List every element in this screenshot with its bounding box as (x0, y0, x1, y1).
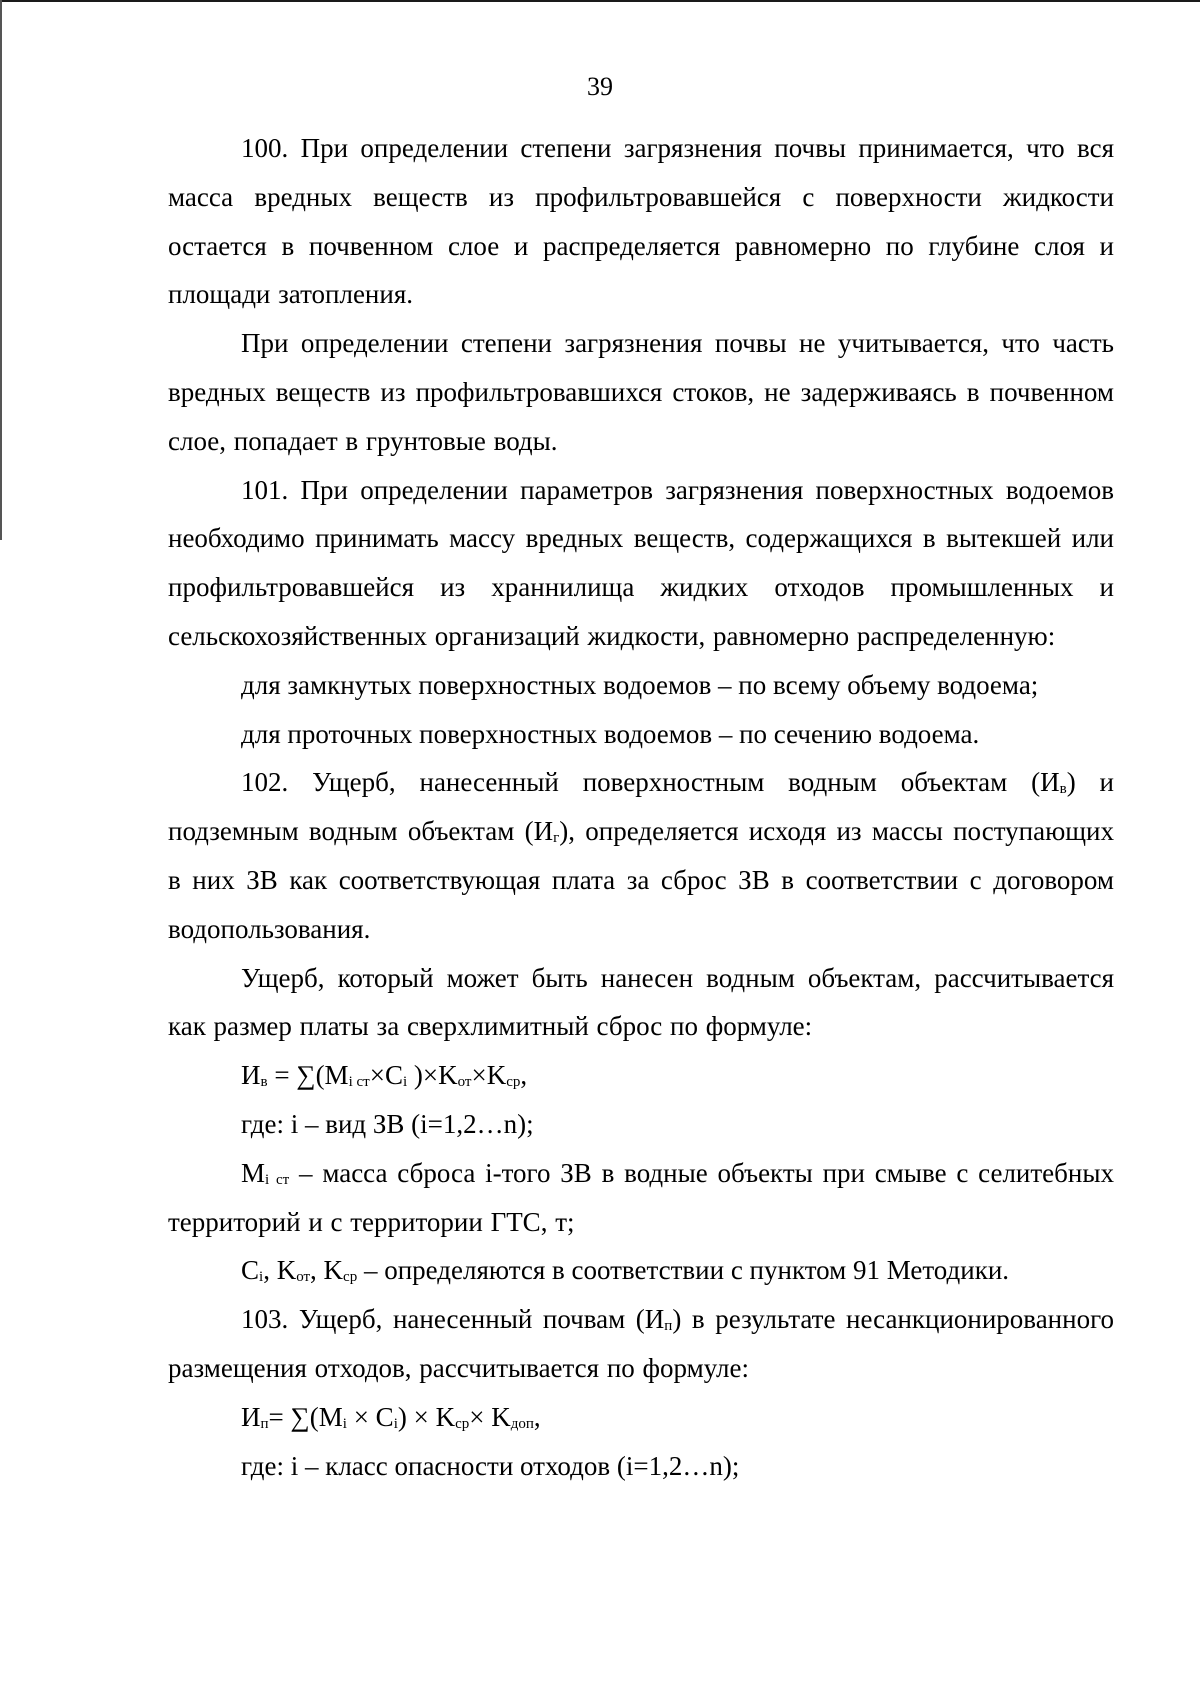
paragraph-103-text-1: 103. Ущерб, нанесенный почвам (И (241, 1304, 665, 1335)
formula-1-k1: )×K (407, 1060, 458, 1091)
formula-1-sum: = ∑(M (267, 1060, 349, 1091)
formula-2-where: где: i – класс опасности отходов (i=1,2…n); (241, 1450, 740, 1481)
coef-c-sub: i (259, 1269, 264, 1286)
formula-2-k2: × K (469, 1401, 511, 1432)
formula-1-k2: ×K (471, 1060, 507, 1091)
coef-k1-sub: от (296, 1269, 311, 1286)
formula-1-end: , (520, 1060, 528, 1091)
formula-2-c: × C (346, 1401, 394, 1432)
paragraph-102 (168, 758, 1114, 953)
coef-k1: , K (263, 1255, 297, 1286)
definition-mi-text: – масса сброса i-того ЗВ в водные объекты при смыве с селитебных территорий и с территории ГТС, т; (168, 1157, 1114, 1237)
page-number: 39 (587, 72, 613, 101)
formula-2-m-sub: i (342, 1415, 347, 1432)
formula-1-c: ×C (369, 1060, 403, 1091)
paragraph-100-continued: При определении степени загрязнения почвы не учитывается, что часть вредных веществ из профильтровавшихся стоков, не задерживаясь в почвенном слое, попадает в грунтовые воды. (168, 328, 1114, 456)
paragraph-100: 100. При определении степени загрязнения почвы принимается, что вся масса вредных веществ из профильтровавшейся с поверхности жидкости остается в почвенном слое и распределяется равномерно по глубине слоя и площади затопления. (168, 133, 1114, 310)
formula-2-lhs: И (241, 1401, 261, 1432)
formula-1-m-sub: i ст (348, 1074, 370, 1091)
definition-mi (168, 1149, 1114, 1247)
definition-coefficients (168, 1246, 1114, 1295)
subscript-v: в (1059, 781, 1067, 798)
formula-2-sum: = ∑(M (268, 1401, 343, 1432)
coef-k2-sub: ср (343, 1269, 358, 1286)
formula-soil-damage (168, 1393, 1114, 1442)
formula-water-damage (168, 1051, 1114, 1100)
paragraph-103 (168, 1295, 1114, 1393)
paragraph-102-damage: Ущерб, который может быть нанесен водным объектам, рассчитывается как размер платы за сверхлимитный сброс по формуле: (168, 962, 1114, 1042)
coef-k2: , K (310, 1255, 344, 1286)
formula-1-k2-sub: ср (506, 1074, 521, 1091)
paragraph-103-text-2: ) в результате несанкционированного размещения отходов, рассчитывается по формуле: (168, 1304, 1114, 1383)
formula-2-end: , (533, 1401, 541, 1432)
document-body (168, 124, 1114, 1490)
formula-2-c-sub: i (393, 1415, 398, 1432)
coef-text: – определяются в соответствии с пунктом 91 Методики. (357, 1255, 1010, 1286)
coef-c: C (241, 1255, 260, 1286)
definition-mi-symbol: M (241, 1157, 266, 1188)
paragraph-101-item-flowing: для проточных поверхностных водоемов – по сечению водоема. (241, 718, 980, 749)
paragraph-101: 101. При определении параметров загрязнения поверхностных водоемов необходимо принимать массу вредных веществ, содержащихся в вытекшей или профильтровавшейся из храннилища жидких отходов промышленных и сельскохозяйственных организаций жидкости, равномерно распределенную: (168, 474, 1114, 651)
paragraph-102-text-1: 102. Ущерб, нанесенный поверхностным водным объектам (И (241, 767, 1060, 798)
subscript-g: г (553, 830, 560, 847)
definition-mi-sub: i ст (265, 1171, 290, 1188)
subscript-p: п (664, 1318, 673, 1335)
formula-2-k1: ) × K (397, 1401, 456, 1432)
formula-1-lhs: И (241, 1060, 261, 1091)
paragraph-102-text-3: ), определяется исходя из массы поступающих в них ЗВ как соответствующая плата за сброс ЗВ в соответствии с договором водопользования. (168, 816, 1114, 944)
formula-2-k2-sub: доп (510, 1415, 534, 1432)
scan-top-edge (0, 0, 1200, 2)
formula-2-lhs-sub: п (260, 1415, 269, 1432)
formula-1-lhs-sub: в (260, 1074, 268, 1091)
paragraph-101-item-closed: для замкнутых поверхностных водоемов – по всему объему водоема; (241, 669, 1039, 700)
formula-1-k1-sub: от (457, 1074, 472, 1091)
paragraph-102-text-2: ) и подземным водным объектам (И (168, 767, 1115, 847)
formula-2-k1-sub: ср (455, 1415, 470, 1432)
formula-1-where: где: i – вид ЗВ (i=1,2…n); (241, 1108, 534, 1139)
formula-1-c-sub: i (402, 1074, 408, 1091)
